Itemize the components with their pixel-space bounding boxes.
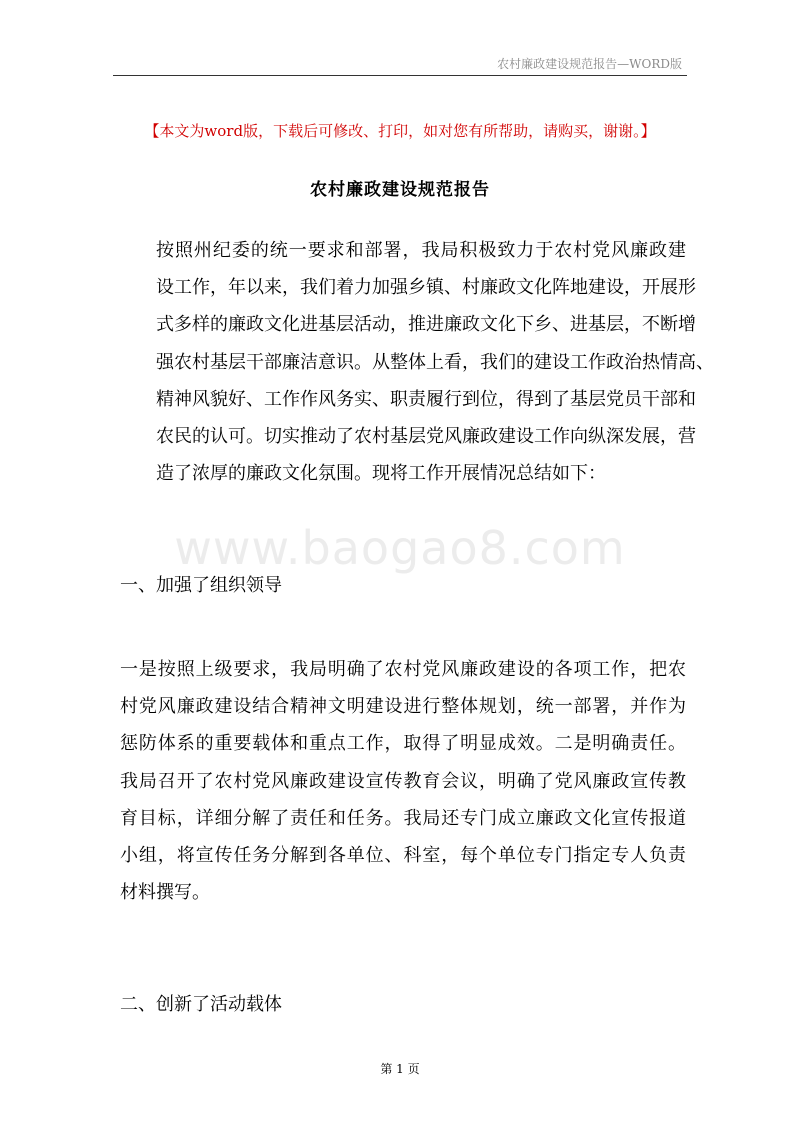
paragraph-line: 村党风廉政建设结合精神文明建设进行整体规划，统一部署，并作为 xyxy=(120,696,686,718)
paragraph-line: 小组，将宣传任务分解到各单位、科室，每个单位专门指定专人负责 xyxy=(120,845,686,867)
paragraph-line: 造了浓厚的廉政文化氛围。现将工作开展情况总结如下： xyxy=(156,463,606,485)
paragraph-line: 精神风貌好、工作作风务实、职责履行到位，得到了基层党员干部和 xyxy=(156,388,696,410)
paragraph-line: 农民的认可。切实推动了农村基层党风廉政建设工作向纵深发展，营 xyxy=(156,426,696,448)
intro-paragraph xyxy=(120,232,714,492)
paragraph-line: 育目标，详细分解了责任和任务。我局还专门成立廉政文化宣传报道 xyxy=(120,807,686,829)
header-divider xyxy=(113,75,687,76)
document-title: 农村廉政建设规范报告 xyxy=(310,180,490,200)
page-number: 第 1 页 xyxy=(380,1062,420,1076)
watermark: www.baogao8.com xyxy=(174,521,626,575)
section-heading-2: 二、创新了活动载体 xyxy=(120,994,282,1015)
paragraph-line: 设工作，年以来，我们着力加强乡镇、村廉政文化阵地建设，开展形 xyxy=(156,277,696,299)
paragraph-line: 式多样的廉政文化进基层活动，推进廉政文化下乡、进基层，不断增 xyxy=(156,314,696,336)
paragraph-line: 惩防体系的重要载体和重点工作，取得了明显成效。二是明确责任。 xyxy=(120,733,686,755)
paragraph-line: 一是按照上级要求，我局明确了农村党风廉政建设的各项工作，把农 xyxy=(120,659,686,680)
paragraph-line: 强农村基层干部廉洁意识。从整体上看，我们的建设工作政治热情高、 xyxy=(156,351,714,373)
paragraph-line: 按照州纪委的统一要求和部署，我局积极致力于农村党风廉政建 xyxy=(156,240,686,261)
section-heading-1: 一、加强了组织领导 xyxy=(120,575,282,596)
running-header: 农村廉政建设规范报告—WORD版 xyxy=(497,57,682,71)
download-notice: 【本文为word版，下载后可修改、打印，如对您有所帮助，请购买，谢谢。】 xyxy=(144,122,656,140)
section1-paragraph xyxy=(120,651,686,911)
paragraph-line: 材料撰写。 xyxy=(120,882,210,904)
paragraph-line: 我局召开了农村党风廉政建设宣传教育会议，明确了党风廉政宣传教 xyxy=(120,770,686,792)
